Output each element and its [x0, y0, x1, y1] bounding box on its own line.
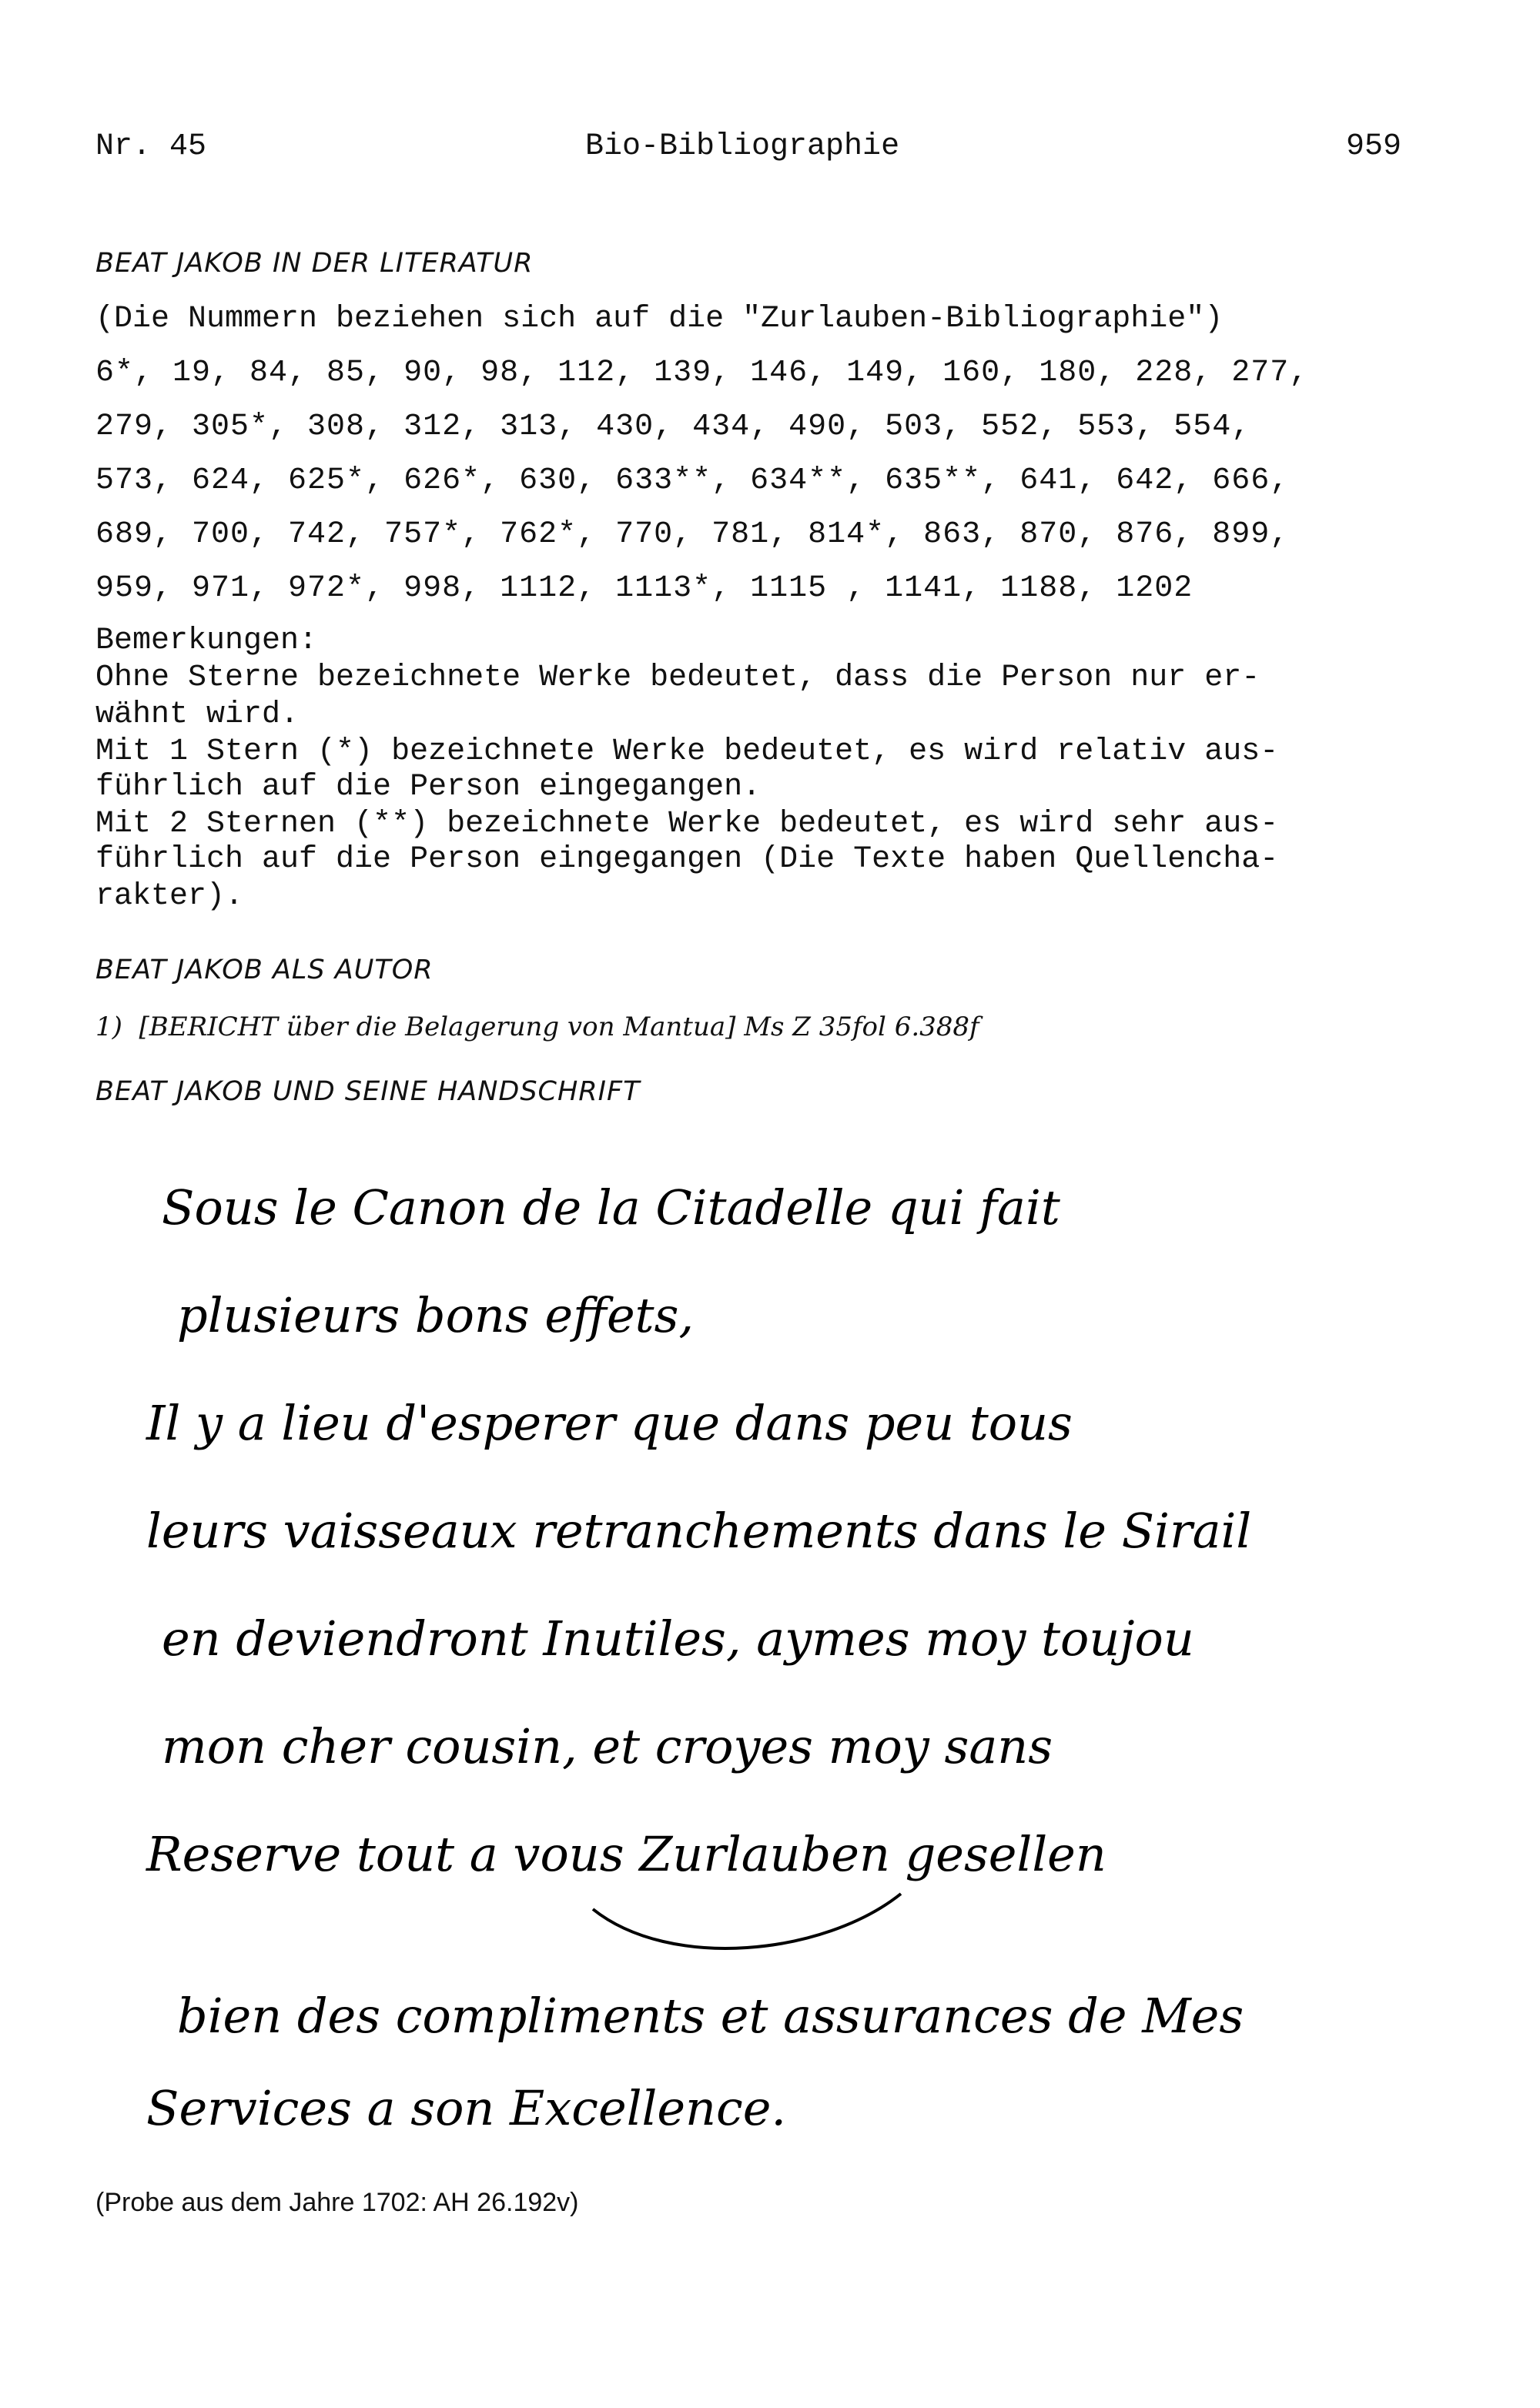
number-line: 959, 971, 972*, 998, 1112, 1113*, 1115 , 1141, 1188, 1202 — [95, 571, 1194, 606]
remark-line: rakter). — [95, 879, 244, 914]
remark-line: führlich auf die Person eingegangen. — [95, 770, 762, 804]
section-heading-handwriting: BEAT JAKOB UND SEINE HANDSCHRIFT — [95, 1076, 641, 1107]
handwriting-line: plusieurs bons effets, — [177, 1287, 695, 1343]
number-line: 689, 700, 742, 757*, 762*, 770, 781, 814*, 863, 870, 876, 899, — [95, 517, 1290, 552]
number-line: 279, 305*, 308, 312, 313, 430, 434, 490, 503, 552, 553, 554, — [95, 410, 1251, 444]
sample-caption: (Probe aus dem Jahre 1702: AH 26.192v) — [95, 2188, 579, 2217]
handwriting-line: Reserve tout a vous Zurlauben gesellen — [146, 1826, 1106, 1882]
handwriting-line: mon cher cousin, et croyes moy sans — [162, 1718, 1053, 1774]
signature-flourish — [593, 1894, 901, 1948]
handwriting-sample — [131, 1139, 1270, 2140]
number-line: 6*, 19, 84, 85, 90, 98, 112, 139, 146, 149, 160, 180, 228, 277, — [95, 356, 1309, 390]
handwriting-line: leurs vaisseaux retranchements dans le Sirail — [146, 1503, 1252, 1559]
remark-line: Ohne Sterne bezeichnete Werke bedeutet, dass die Person nur er- — [95, 661, 1260, 695]
remarks-label: Bemerkungen: — [95, 624, 318, 658]
bibliography-intro: (Die Nummern beziehen sich auf die "Zurlauben-Bibliographie") — [95, 302, 1224, 336]
section-heading-author: BEAT JAKOB ALS AUTOR — [95, 955, 434, 985]
header-number: Nr. 45 — [95, 129, 207, 164]
header-title: Bio-Bibliographie — [585, 129, 900, 164]
handwriting-line: Il y a lieu d'esperer que dans peu tous — [146, 1395, 1073, 1451]
author-entry: 1) [BERICHT über die Belagerung von Mantua] Ms Z 35fol 6.388f — [95, 1012, 979, 1042]
header-page-number: 959 — [1346, 129, 1402, 164]
handwriting-line: Services a son Excellence. — [146, 2080, 787, 2136]
handwriting-line: Sous le Canon de la Citadelle qui fait — [162, 1179, 1060, 1236]
number-line: 573, 624, 625*, 626*, 630, 633**, 634**, 635**, 641, 642, 666, — [95, 463, 1290, 498]
handwriting-line: bien des compliments et assurances de Mes — [177, 1988, 1244, 2044]
remark-line: führlich auf die Person eingegangen (Die Texte haben Quellencha- — [95, 842, 1279, 877]
remark-line: Mit 2 Sternen (**) bezeichnete Werke bedeutet, es wird sehr aus- — [95, 807, 1279, 841]
handwriting-line: en deviendront Inutiles, aymes moy toujou — [162, 1610, 1194, 1667]
remark-line: Mit 1 Stern (*) bezeichnete Werke bedeutet, es wird relativ aus- — [95, 734, 1279, 769]
remark-line: wähnt wird. — [95, 697, 300, 732]
section-heading-literature: BEAT JAKOB IN DER LITERATUR — [95, 248, 534, 279]
